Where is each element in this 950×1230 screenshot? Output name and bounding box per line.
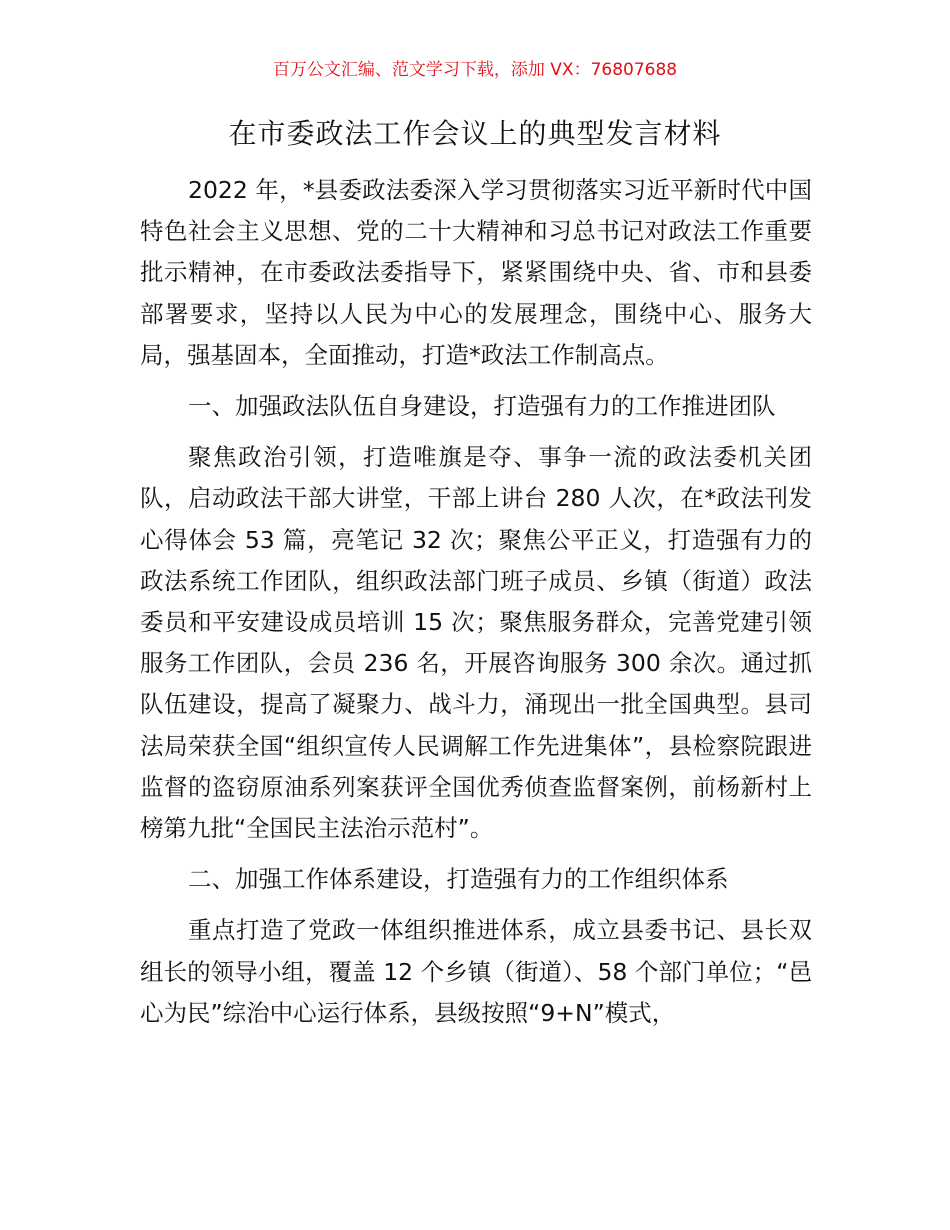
paragraph-intro: 2022 年，*县委政法委深入学习贯彻落实习近平新时代中国特色社会主义思想、党的二十大精神和习总书记对政法工作重要批示精神，在市委政法委指导下，紧紧围绕中央、省、市和县委部署要求，坚持以人民为中心的发展理念，围绕中心、服务大局，强基固本，全面推动，打造*政法工作制高点。 <box>140 176 812 369</box>
header-banner: 百万公文汇编、范文学习下载，添加 VX：76807688 <box>272 60 678 80</box>
section-heading-1: 一、加强政法队伍自身建设，打造强有力的工作推进团队 <box>188 392 776 421</box>
paragraph-section-1: 聚焦政治引领，打造唯旗是夺、事争一流的政法委机关团队，启动政法干部大讲堂，干部上讲台 280 人次，在*政法刊发心得体会 53 篇，亮笔记 32 次；聚焦公平正义，打造强有力的政法系统工作团队，组织政法部门班子成员、乡镇（街道）政法委员和平安建设成员培训 15 次；聚焦服务群众，完善党建引领服务工作团队，会员 236 名，开展咨询服务 300 余次。通过抓队伍建设，提高了凝聚力、战斗力，涌现出一批全国典型。县司法局荣获全国“组织宣传人民调解工作先进集体”，县检察院跟进监督的盗窃原油系列案获评全国优秀侦查监督案例，前杨新村上榜第九批“全国民主法治示范村”。 <box>140 443 812 843</box>
document-title: 在市委政法工作会议上的典型发言材料 <box>228 117 722 150</box>
document-body <box>140 170 812 1044</box>
paragraph-section-2: 重点打造了党政一体组织推进体系，成立县委书记、县长双组长的领导小组，覆盖 12 个乡镇（街道）、58 个部门单位；“邑心为民”综治中心运行体系，县级按照“9+N”模式， <box>140 916 812 1027</box>
section-heading-2: 二、加强工作体系建设，打造强有力的工作组织体系 <box>188 865 729 894</box>
